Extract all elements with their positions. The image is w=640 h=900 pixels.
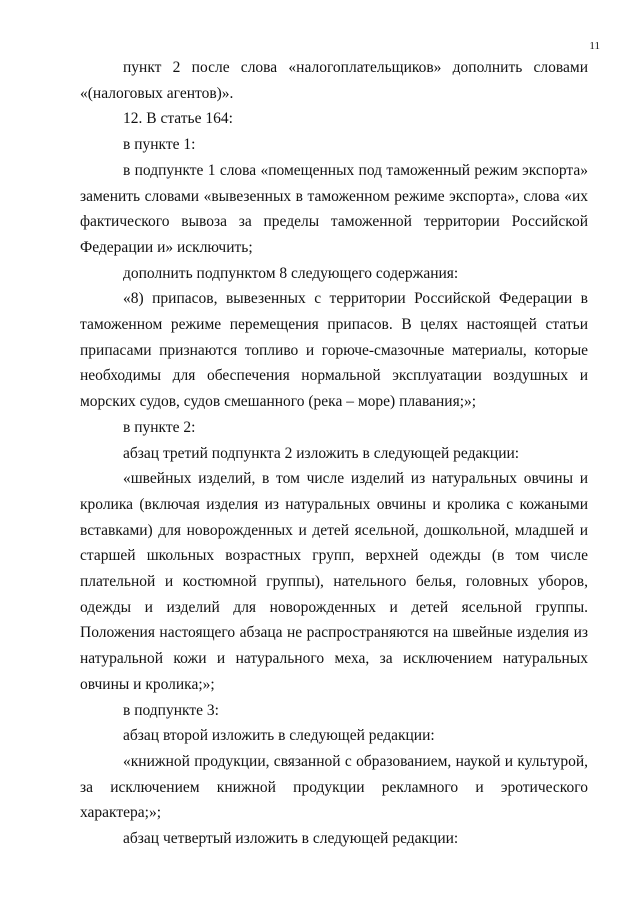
paragraph-subitem-8-text: «8) припасов, вывезенных с территории Российской Федерации в таможенном режиме перемещения припасов. В целях настоящей статьи припасами признаются топливо и горюче-смазочные материалы, которые необходимы для обеспечения нормальной эксплуатации воздушных и морских судов, судов смешанного (река – море) плавания;»;: [80, 290, 588, 411]
document-body: [80, 55, 588, 852]
paragraph-second-paragraph-instruction: абзац второй изложить в следующей редакции:: [123, 727, 435, 745]
paragraph-third-paragraph-instruction: абзац третий подпункта 2 изложить в следующей редакции:: [123, 444, 520, 462]
paragraph-item-2-heading: в пункте 2:: [123, 418, 196, 436]
paragraph-fourth-paragraph-instruction: абзац четвертый изложить в следующей редакции:: [123, 830, 459, 848]
paragraph-sewing-products-text: «швейных изделий, в том числе изделий из натуральных овчины и кролика (включая изделия из натуральных овчины и кролика с кожаными вставками) для новорожденных и детей ясельной, дошкольной, младшей и старшей школьных возрастных групп, верхней одежды (в том числе плательной и костюмной группы), нательного белья, головных уборов, одежды и изделий для новорожденных и детей ясельной группы. Положения настоящего абзаца не распространяются на швейные изделия из натуральной кожи и натурального меха, за исключением натуральных овчины и кролика;»;: [80, 470, 588, 693]
paragraph-subitem-1-amendment: в подпункте 1 слова «помещенных под таможенный режим экспорта» заменить словами «вывезенных в таможенном режиме экспорта», слова «их фактического вывоза за пределы таможенной территории Российской Федерации и» исключить;: [80, 161, 588, 256]
paragraph-book-products-text: «книжной продукции, связанной с образованием, наукой и культурой, за исключением книжной продукции рекламного и эротического характера;»;: [80, 752, 588, 822]
paragraph-item-1-heading: в пункте 1:: [123, 136, 196, 154]
paragraph-article-164-heading: 12. В статье 164:: [123, 110, 233, 128]
page-number: 11: [589, 40, 600, 52]
paragraph-subitem-3-heading: в подпункте 3:: [123, 701, 219, 719]
paragraph-add-subitem-8: дополнить подпунктом 8 следующего содержания:: [123, 264, 459, 282]
paragraph-item-2-amendment: пункт 2 после слова «налогоплательщиков» дополнить словами «(налоговых агентов)».: [80, 59, 588, 102]
